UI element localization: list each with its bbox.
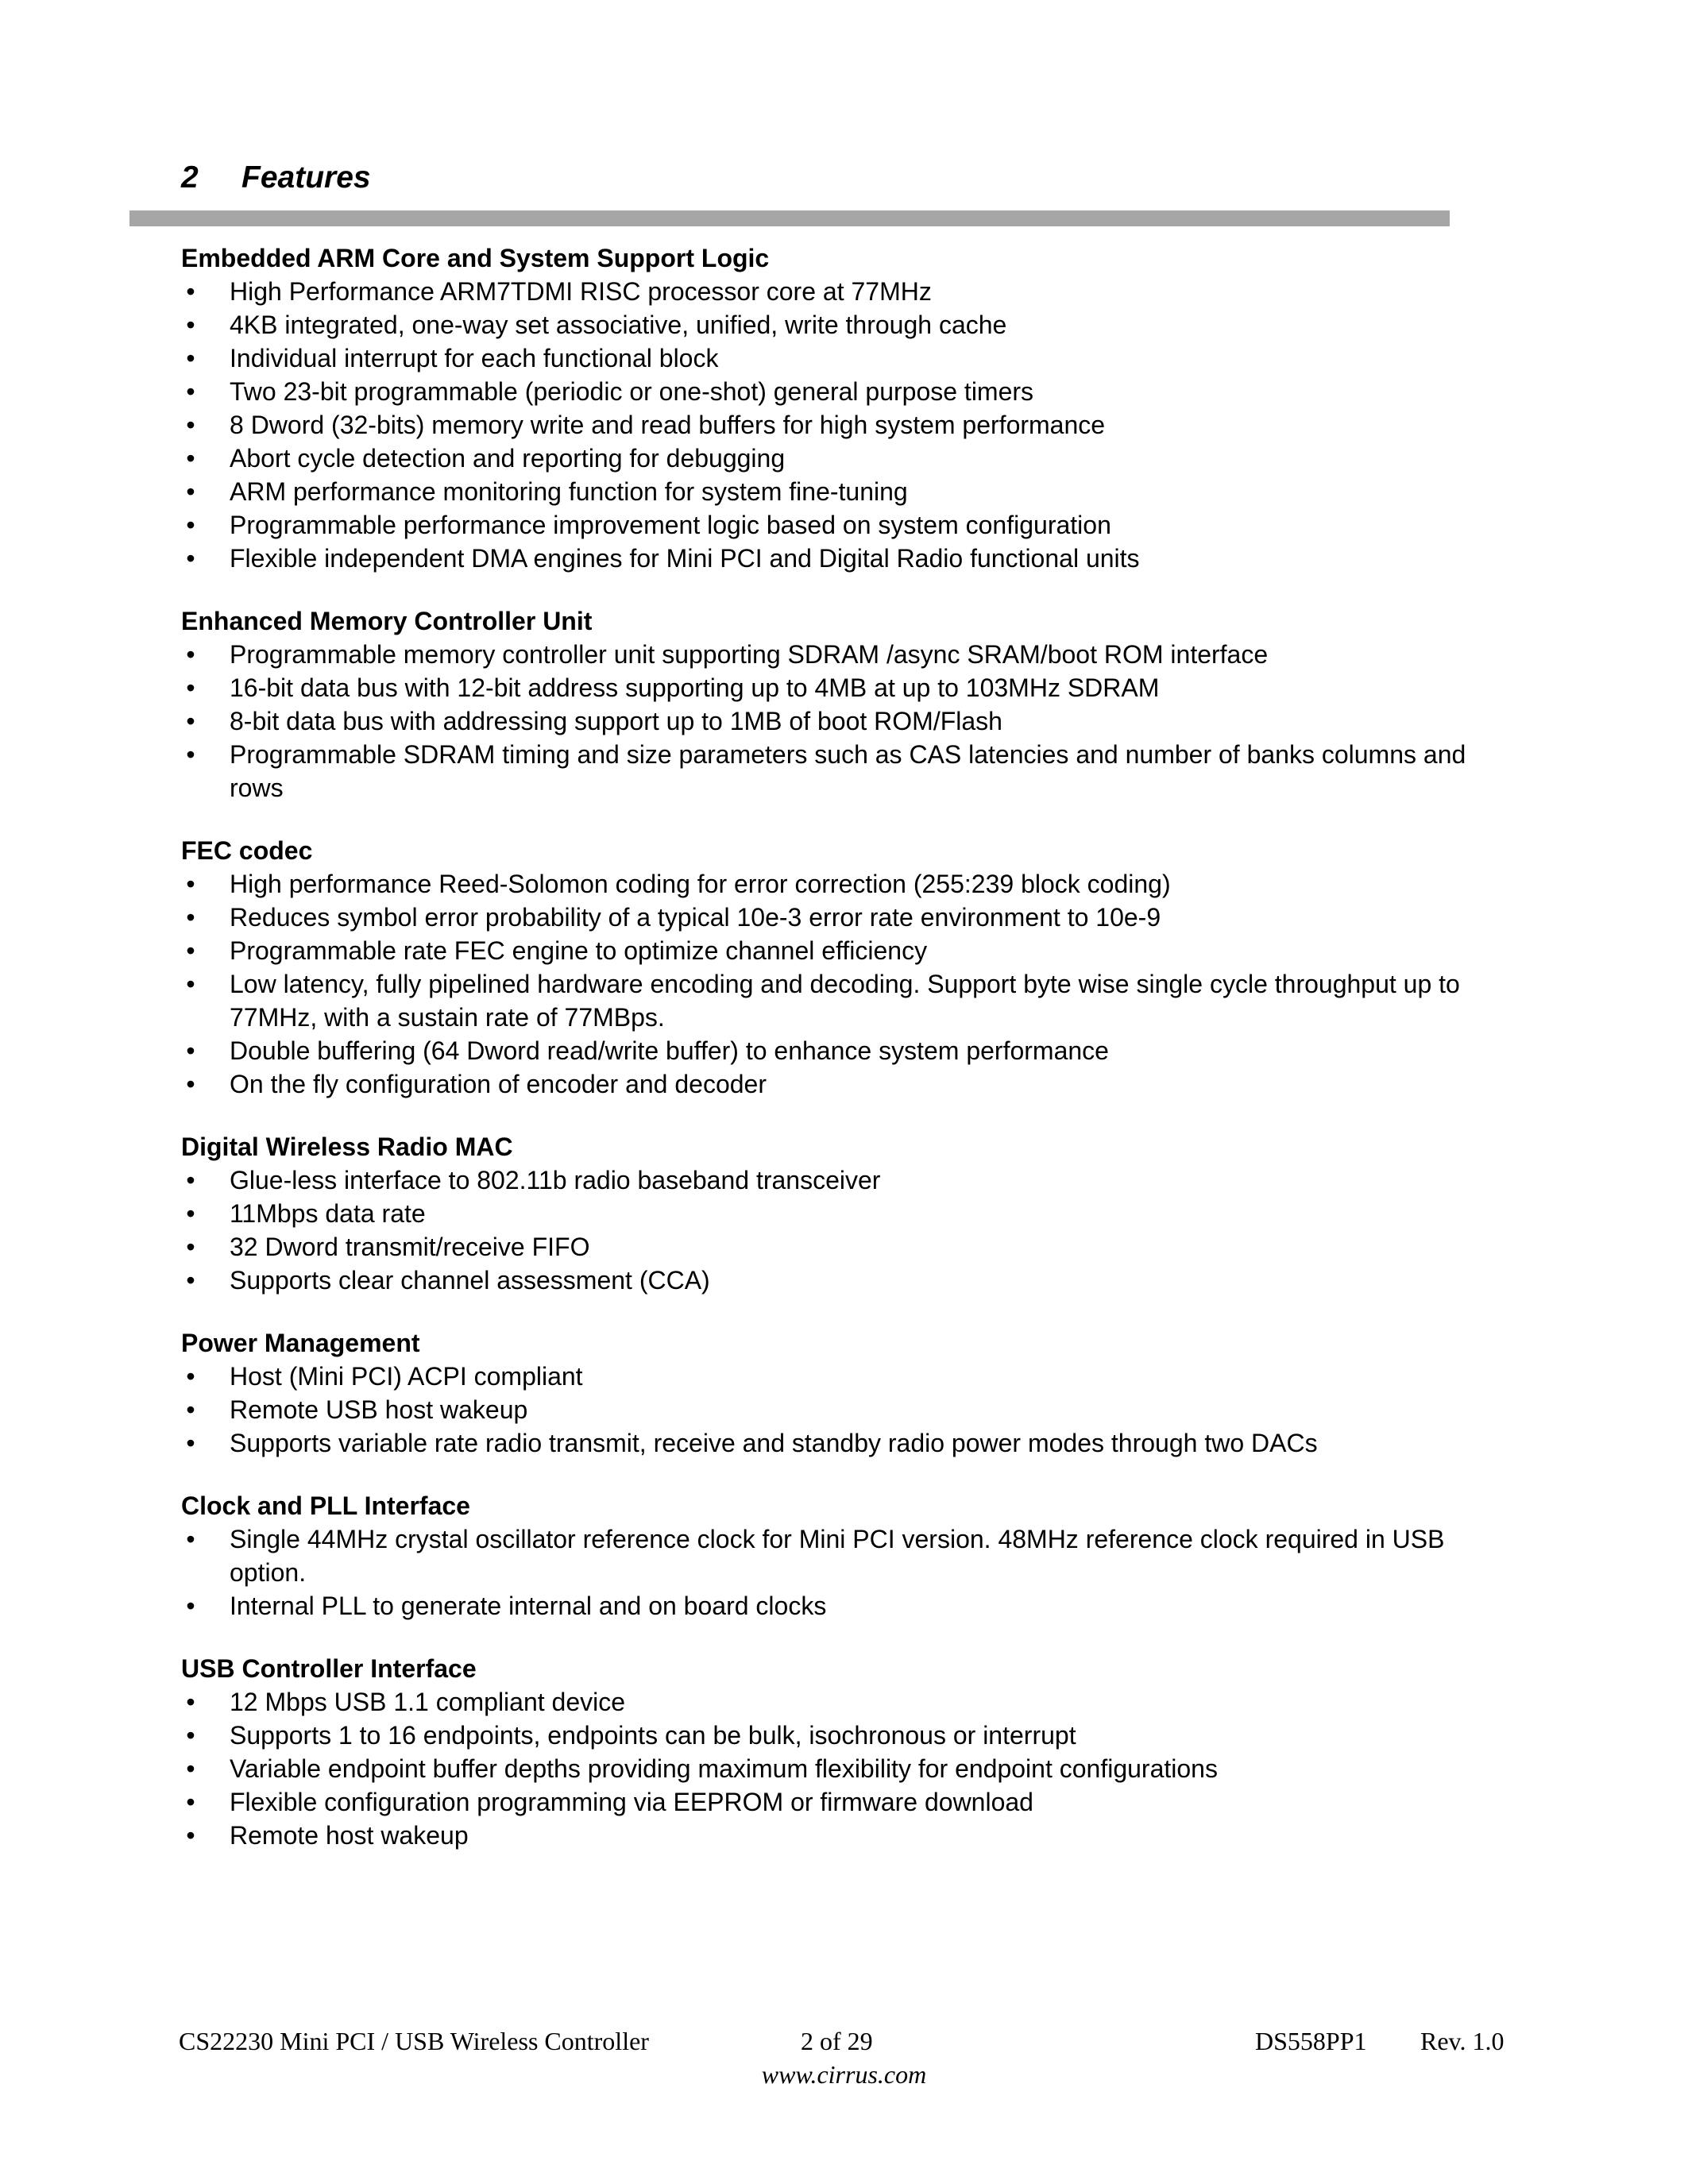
feature-item-text: Low latency, fully pipelined hardware encoding and decoding. Support byte wise single cycle throughput up to 77MHz, with a sustain rate of 77MBps.: [230, 970, 1460, 1032]
bullet-icon: •: [186, 1233, 195, 1261]
feature-item-text: Programmable memory controller unit supporting SDRAM /async SRAM/boot ROM interface: [230, 640, 1269, 669]
bullet-icon: •: [186, 1688, 195, 1716]
feature-item-text: Glue-less interface to 802.11b radio baseband transceiver: [230, 1166, 881, 1194]
feature-item: [181, 1360, 1484, 1393]
feature-item: [181, 1819, 1484, 1852]
feature-item-text: 8-bit data bus with addressing support up to 1MB of boot ROM/Flash: [230, 707, 1002, 735]
bullet-icon: •: [186, 1166, 195, 1194]
section-title: Features: [241, 160, 371, 195]
feature-item: [181, 308, 1484, 341]
feature-item: [181, 475, 1484, 508]
bullet-icon: •: [186, 1070, 195, 1098]
feature-item-text: ARM performance monitoring function for system fine-tuning: [230, 477, 908, 506]
feature-item: [181, 375, 1484, 408]
feature-list: [181, 1163, 1484, 1297]
bullet-icon: •: [186, 1788, 195, 1816]
feature-item: [181, 1163, 1484, 1197]
feature-item-text: Individual interrupt for each functional block: [230, 344, 719, 372]
bullet-icon: •: [186, 1362, 195, 1391]
feature-item: [181, 967, 1484, 1034]
feature-item-text: Programmable performance improvement logic based on system configuration: [230, 511, 1111, 539]
feature-item-text: On the fly configuration of encoder and decoder: [230, 1070, 767, 1098]
feature-item-text: Internal PLL to generate internal and on board clocks: [230, 1592, 827, 1620]
feature-item: [181, 442, 1484, 475]
feature-group-title: Embedded ARM Core and System Support Logic: [181, 244, 770, 272]
feature-item: [181, 867, 1484, 901]
feature-item: [181, 1785, 1484, 1819]
bullet-icon: •: [186, 444, 195, 473]
footer-doc-id: DS558PP1: [1255, 2027, 1367, 2055]
bullet-icon: •: [186, 1036, 195, 1065]
feature-item-text: Reduces symbol error probability of a typical 10e-3 error rate environment to 10e-9: [230, 903, 1161, 932]
bullet-icon: •: [186, 1754, 195, 1783]
feature-item-text: Two 23-bit programmable (periodic or one-shot) general purpose timers: [230, 377, 1034, 406]
feature-item-text: Single 44MHz crystal oscillator reference clock for Mini PCI version. 48MHz reference clock required in USB option.: [230, 1525, 1445, 1587]
feature-item: [181, 1685, 1484, 1719]
bullet-icon: •: [186, 673, 195, 702]
feature-item-text: Supports clear channel assessment (CCA): [230, 1266, 710, 1295]
footer-doc-title: CS22230 Mini PCI / USB Wireless Controller: [179, 2027, 649, 2055]
feature-item-text: Programmable SDRAM timing and size parameters such as CAS latencies and number of banks columns and rows: [230, 740, 1466, 802]
feature-item-text: 16-bit data bus with 12-bit address supporting up to 4MB at up to 103MHz SDRAM: [230, 673, 1160, 702]
footer-revision: Rev. 1.0: [1420, 2027, 1505, 2055]
feature-list: [181, 1360, 1484, 1460]
feature-list: [181, 1522, 1484, 1623]
feature-item-text: Supports variable rate radio transmit, receive and standby radio power modes through two DACs: [230, 1429, 1318, 1457]
feature-item: [181, 901, 1484, 934]
bullet-icon: •: [186, 936, 195, 965]
feature-list: [181, 1685, 1484, 1852]
bullet-icon: •: [186, 511, 195, 539]
feature-group: [181, 604, 1484, 805]
feature-item: [181, 275, 1484, 308]
bullet-icon: •: [186, 1395, 195, 1424]
feature-item: [181, 1426, 1484, 1460]
feature-item: [181, 934, 1484, 967]
feature-item-text: High performance Reed-Solomon coding for error correction (255:239 block coding): [230, 870, 1171, 898]
feature-item: [181, 1067, 1484, 1101]
feature-item: [181, 638, 1484, 671]
feature-group: [181, 1130, 1484, 1297]
feature-group: [181, 834, 1484, 1101]
feature-item-text: 32 Dword transmit/receive FIFO: [230, 1233, 590, 1261]
feature-item-text: Programmable rate FEC engine to optimize channel efficiency: [230, 936, 928, 965]
feature-item-text: Supports 1 to 16 endpoints, endpoints can be bulk, isochronous or interrupt: [230, 1721, 1076, 1750]
bullet-icon: •: [186, 740, 195, 769]
feature-item: [181, 704, 1484, 738]
feature-group: [181, 241, 1484, 575]
feature-item: [181, 408, 1484, 442]
feature-item: [181, 1034, 1484, 1067]
feature-item-text: Variable endpoint buffer depths providing maximum flexibility for endpoint configurations: [230, 1754, 1218, 1783]
bullet-icon: •: [186, 1429, 195, 1457]
bullet-icon: •: [186, 1525, 195, 1553]
bullet-icon: •: [186, 411, 195, 439]
feature-item: [181, 1752, 1484, 1785]
features-content: [181, 241, 1484, 1881]
feature-item: [181, 508, 1484, 542]
bullet-icon: •: [186, 544, 195, 573]
footer-url-row: [0, 2059, 1688, 2090]
feature-item: [181, 1230, 1484, 1264]
bullet-icon: •: [186, 311, 195, 339]
section-heading: [181, 159, 371, 197]
feature-item-text: 8 Dword (32-bits) memory write and read buffers for high system performance: [230, 411, 1106, 439]
bullet-icon: •: [186, 707, 195, 735]
feature-item-text: Flexible configuration programming via EEPROM or firmware download: [230, 1788, 1033, 1816]
feature-item: [181, 542, 1484, 575]
bullet-icon: •: [186, 870, 195, 898]
feature-item: [181, 341, 1484, 375]
feature-item: [181, 1197, 1484, 1230]
feature-item-text: Remote USB host wakeup: [230, 1395, 528, 1424]
feature-item-text: Abort cycle detection and reporting for debugging: [230, 444, 786, 473]
bullet-icon: •: [186, 640, 195, 669]
section-number: 2: [181, 160, 199, 195]
feature-item-text: Double buffering (64 Dword read/write buffer) to enhance system performance: [230, 1036, 1109, 1065]
feature-list: [181, 638, 1484, 805]
feature-item: [181, 1719, 1484, 1752]
bullet-icon: •: [186, 903, 195, 932]
feature-group: [181, 1326, 1484, 1460]
bullet-icon: •: [186, 377, 195, 406]
feature-item: [181, 1522, 1484, 1589]
bullet-icon: •: [186, 277, 195, 306]
bullet-icon: •: [186, 970, 195, 998]
bullet-icon: •: [186, 1821, 195, 1850]
feature-item-text: 11Mbps data rate: [230, 1199, 426, 1228]
bullet-icon: •: [186, 477, 195, 506]
feature-group-title: Power Management: [181, 1329, 420, 1357]
feature-item-text: 4KB integrated, one-way set associative, unified, write through cache: [230, 311, 1007, 339]
feature-item-text: 12 Mbps USB 1.1 compliant device: [230, 1688, 626, 1716]
feature-item-text: Remote host wakeup: [230, 1821, 469, 1850]
feature-item: [181, 738, 1484, 805]
feature-item: [181, 1264, 1484, 1297]
bullet-icon: •: [186, 1266, 195, 1295]
feature-group-title: USB Controller Interface: [181, 1654, 477, 1683]
feature-list: [181, 867, 1484, 1101]
heading-rule: [129, 210, 1450, 226]
bullet-icon: •: [186, 1721, 195, 1750]
feature-group: [181, 1489, 1484, 1623]
feature-group-title: Enhanced Memory Controller Unit: [181, 607, 593, 635]
feature-group: [181, 1652, 1484, 1852]
feature-item: [181, 1589, 1484, 1623]
feature-item: [181, 671, 1484, 704]
feature-group-title: Clock and PLL Interface: [181, 1491, 470, 1520]
footer-url[interactable]: www.cirrus.com: [761, 2060, 927, 2089]
feature-group-title: Digital Wireless Radio MAC: [181, 1133, 513, 1161]
feature-item-text: Host (Mini PCI) ACPI compliant: [230, 1362, 583, 1391]
bullet-icon: •: [186, 1592, 195, 1620]
footer-page-number: 2 of 29: [801, 2027, 873, 2055]
feature-list: [181, 275, 1484, 575]
bullet-icon: •: [186, 1199, 195, 1228]
feature-group-title: FEC codec: [181, 836, 313, 865]
feature-item-text: High Performance ARM7TDMI RISC processor core at 77MHz: [230, 277, 932, 306]
bullet-icon: •: [186, 344, 195, 372]
feature-item-text: Flexible independent DMA engines for Mini PCI and Digital Radio functional units: [230, 544, 1140, 573]
feature-item: [181, 1393, 1484, 1426]
